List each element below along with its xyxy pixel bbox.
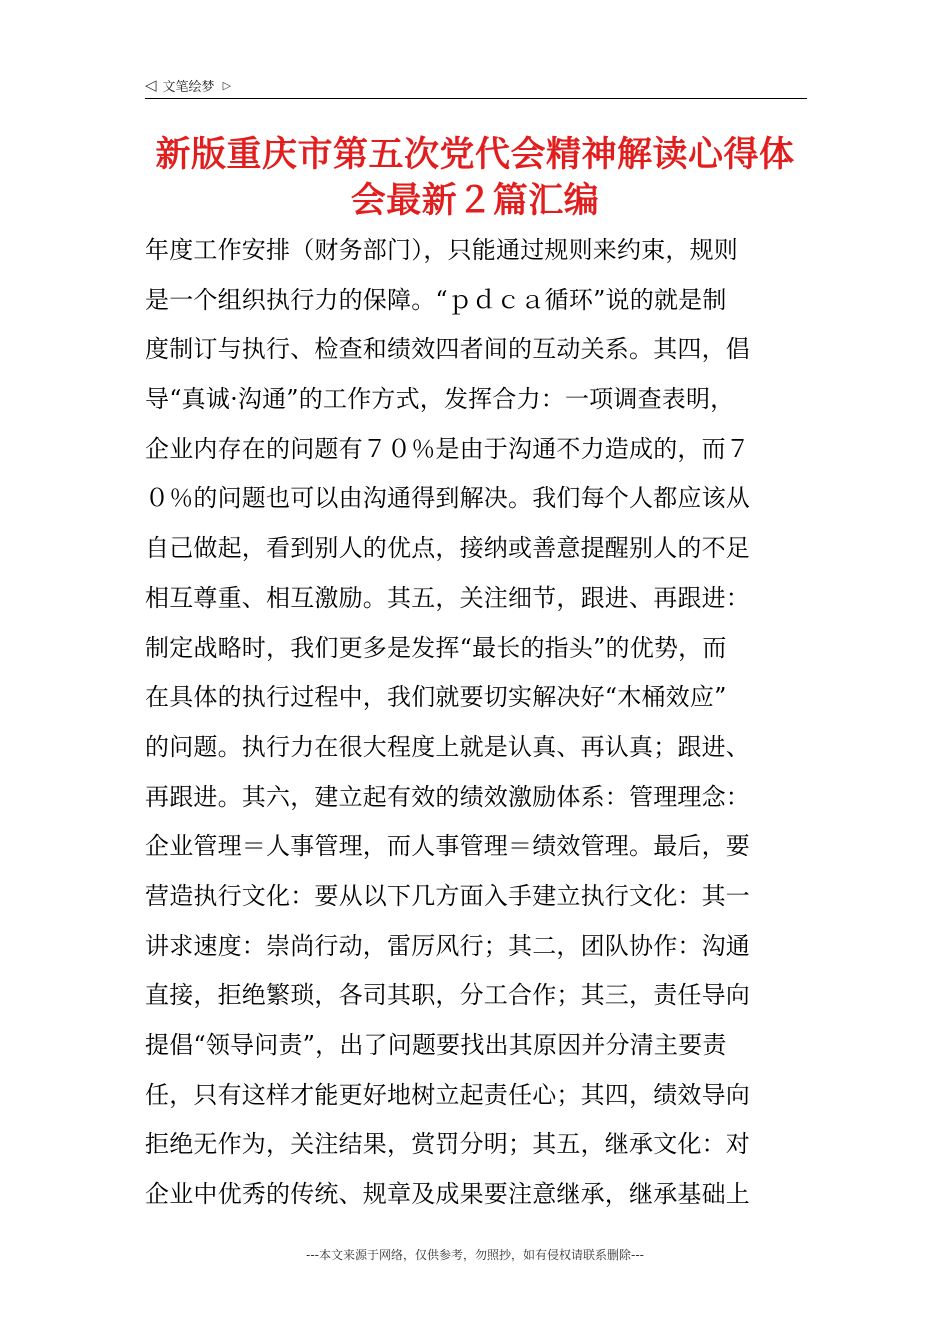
body-line: 任，只有这样才能更好地树立起责任心；其四，绩效导向 xyxy=(145,1080,750,1109)
body-line: 提倡“领导问责”，出了问题要找出其原因并分清主要责 xyxy=(145,1031,727,1059)
header-label: 文笔绘梦 xyxy=(162,79,215,95)
body-line: 自己做起，看到别人的优点，接纳或善意提醒别人的不足 xyxy=(145,534,750,563)
body-line: 相互尊重、相互激励。其五，关注细节，跟进、再跟进： xyxy=(145,583,750,612)
body-line: 是一个组织执行力的保障。“ｐｄｃａ循环”说的就是制 xyxy=(145,285,727,314)
body-line: 拒绝无作为，关注结果，赏罚分明；其五，继承文化：对 xyxy=(145,1130,750,1159)
body-line: 的问题。执行力在很大程度上就是认真、再认真；跟进、 xyxy=(145,732,750,761)
body-line: 营造执行文化：要从以下几方面入手建立执行文化：其一 xyxy=(145,881,750,910)
body-line: 度制订与执行、检查和绩效四者间的互动关系。其四，倡 xyxy=(145,335,750,364)
page-footer: ---本文来源于网络，仅供参考，勿照抄，如有侵权请联系删除--- xyxy=(306,1248,644,1262)
title-line-1: 新版重庆市第五次党代会精神解读心得体 xyxy=(155,134,795,175)
body-line: 制定战略时，我们更多是发挥“最长的指头”的优势，而 xyxy=(145,633,727,662)
body-line: 在具体的执行过程中，我们就要切实解决好“木桶效应” xyxy=(145,683,727,712)
body-line: ０％的问题也可以由沟通得到解决。我们每个人都应该从 xyxy=(145,484,750,513)
title-line-2: 会最新２篇汇编 xyxy=(350,180,600,221)
body-line: 企业中优秀的传统、规章及成果要注意继承，继承基础上 xyxy=(145,1180,750,1209)
body-line: 再跟进。其六，建立起有效的绩效激励体系：管理理念： xyxy=(145,782,750,811)
body-line: 年度工作安排（财务部门），只能通过规则来约束，规则 xyxy=(145,236,738,264)
body-line: 直接，拒绝繁琐，各司其职，分工合作；其三，责任导向 xyxy=(145,981,750,1010)
body-line: 讲求速度：崇尚行动，雷厉风行；其二，团队协作：沟通 xyxy=(145,931,750,960)
page-header xyxy=(145,72,807,99)
triangle-left-icon: ◁ xyxy=(145,75,157,94)
body-line: 导“真诚·沟通”的工作方式，发挥合力：一项调查表明， xyxy=(145,385,735,414)
document-title xyxy=(120,132,830,224)
body-line: 企业管理＝人事管理，而人事管理＝绩效管理。最后，要 xyxy=(145,832,750,861)
triangle-right-icon: ▷ xyxy=(222,78,232,92)
body-text xyxy=(145,226,811,1220)
body-line: 企业内存在的问题有７０％是由于沟通不力造成的，而７ xyxy=(145,434,750,463)
